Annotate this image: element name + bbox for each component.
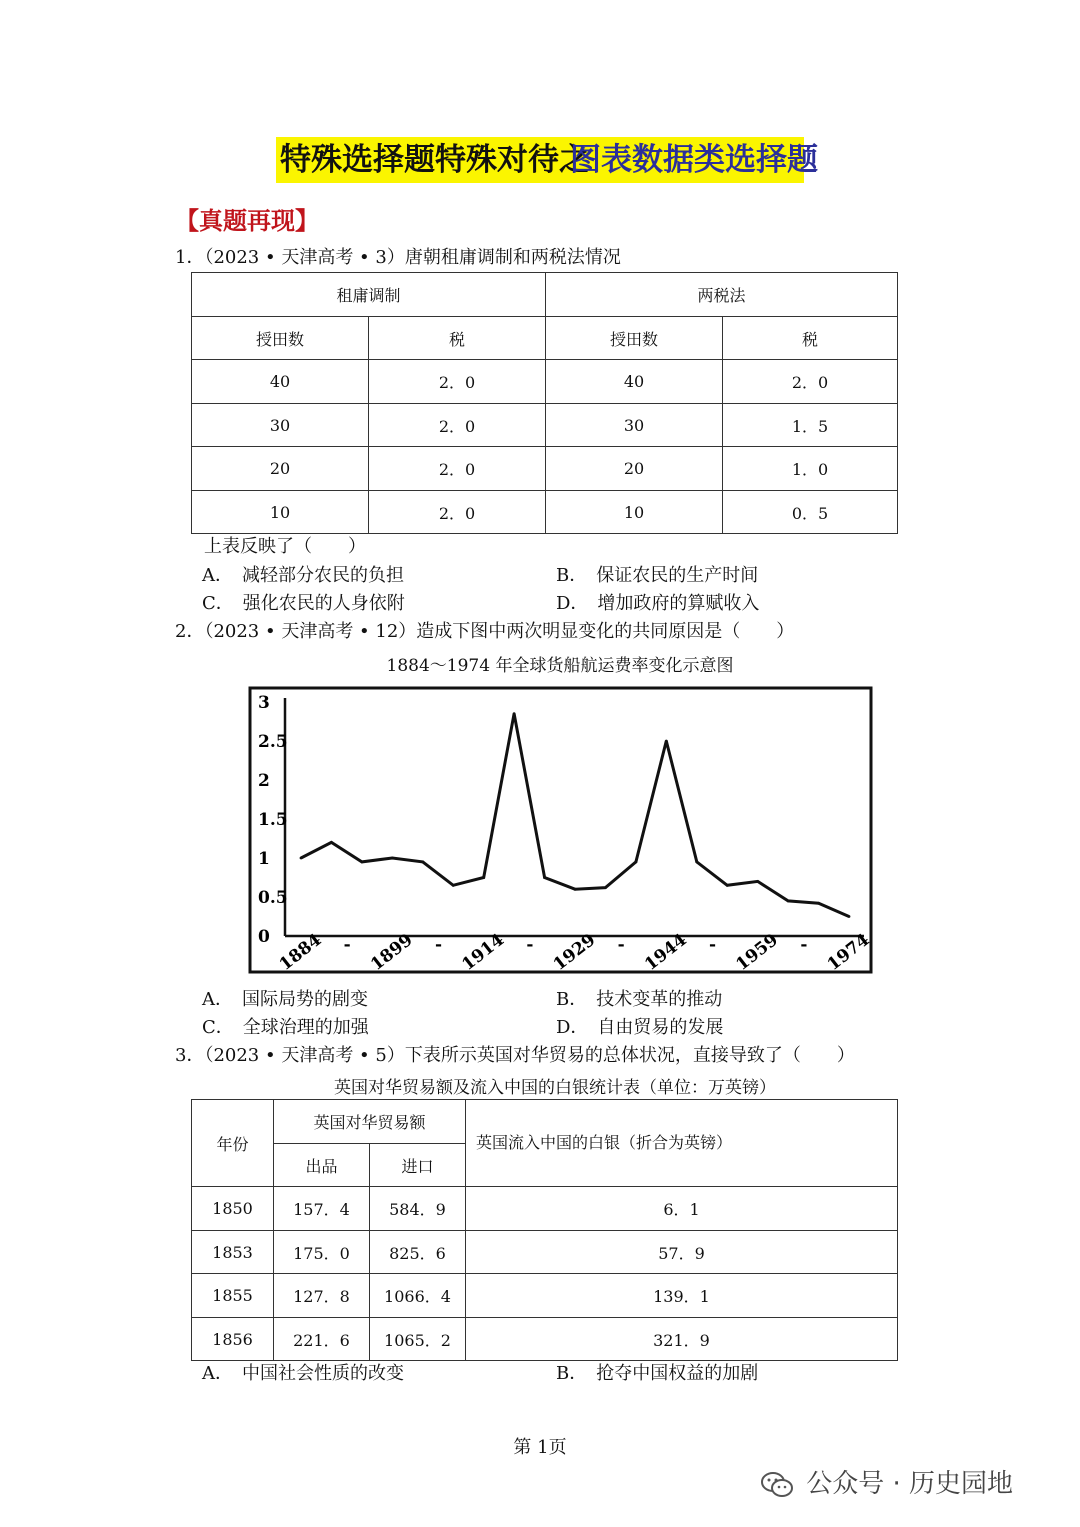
data-point: [848, 915, 851, 918]
x-tick-label: 1929: [549, 930, 600, 975]
table-cell: 1850: [192, 1187, 274, 1231]
chart-frame: [250, 688, 871, 972]
q2-option-c[interactable]: C． 全球治理的加强: [202, 1017, 369, 1038]
table-row: [192, 404, 898, 447]
data-point: [726, 884, 729, 887]
q3-table: [191, 1099, 898, 1361]
y-tick-label: 0.5: [258, 888, 288, 908]
section-heading: 【真题再现】: [175, 206, 319, 235]
page-title: [276, 137, 818, 183]
q2-option-a[interactable]: A． 国际局势的剧变: [202, 989, 368, 1010]
data-point: [330, 841, 333, 844]
data-point: [300, 857, 303, 860]
x-tick-dash: -: [435, 935, 443, 955]
x-tick-dash: -: [617, 935, 625, 955]
x-tick-label: 1899: [367, 930, 417, 975]
q3-table-title: 英国对华贸易额及流入中国的白银统计表（单位：万英镑）: [334, 1078, 776, 1098]
table-cell: 10: [192, 491, 369, 534]
q3-stem: 3．（2023 • 天津高考 • 5）下表所示英国对华贸易的总体状况，直接导致了（ ）: [175, 1045, 855, 1066]
table-cell: 6．1: [466, 1187, 898, 1231]
table-cell: 2．0: [369, 491, 546, 534]
q3-header-trade: 英国对华贸易额: [274, 1100, 466, 1144]
q3-header-import: 进口: [370, 1144, 466, 1187]
table-cell: 40: [192, 360, 369, 404]
table-cell: 139．1: [466, 1274, 898, 1318]
q1-prompt: 上表反映了（ ）: [204, 536, 366, 557]
table-cell: 127．8: [274, 1274, 370, 1318]
title-part2: 图表数据类选择题: [570, 142, 818, 178]
q1-sub-header: 税: [369, 317, 546, 360]
table-cell: 30: [192, 404, 369, 447]
q3-header-export: 出品: [274, 1144, 370, 1187]
table-row: [192, 360, 898, 404]
y-tick-label: 2: [258, 771, 270, 791]
data-point: [756, 880, 759, 883]
y-tick-label: 2.5: [258, 732, 288, 752]
data-point: [665, 740, 668, 743]
q1-group-header: 租庸调制: [192, 273, 546, 317]
table-cell: 30: [546, 404, 723, 447]
q3-header-silver: 英国流入中国的白银（折合为英镑）: [466, 1100, 898, 1187]
q2-option-d[interactable]: D． 自由贸易的发展: [556, 1017, 724, 1038]
y-tick-label: 3: [258, 693, 270, 713]
table-cell: 2．0: [369, 404, 546, 447]
y-tick-label: 1.5: [258, 810, 288, 830]
table-cell: 0．5: [723, 491, 898, 534]
data-point: [787, 900, 790, 903]
page-number: 第 1页: [513, 1437, 567, 1458]
table-row: [192, 447, 898, 491]
x-tick-dash: -: [800, 935, 808, 955]
table-cell: 1066．4: [370, 1274, 466, 1318]
table-cell: 1．0: [723, 447, 898, 491]
table-cell: 321．9: [466, 1318, 898, 1361]
table-cell: 40: [546, 360, 723, 404]
table-cell: 584．9: [370, 1187, 466, 1231]
x-tick-label: 1974: [823, 930, 874, 975]
data-point: [452, 884, 455, 887]
x-tick-dash: -: [709, 935, 717, 955]
data-point: [817, 902, 820, 905]
table-cell: 1065．2: [370, 1318, 466, 1361]
y-tick-label: 1: [258, 849, 270, 869]
data-point: [574, 888, 577, 891]
wechat-icon: [760, 1471, 794, 1499]
q1-sub-header: 税: [723, 317, 898, 360]
table-cell: 221．6: [274, 1318, 370, 1361]
q3-option-b[interactable]: B． 抢夺中国权益的加剧: [556, 1363, 759, 1384]
data-point: [513, 712, 516, 715]
q3-header-year: 年份: [192, 1100, 274, 1187]
table-row: [192, 1187, 898, 1231]
q1-group-header: 两税法: [546, 273, 898, 317]
data-point: [391, 857, 394, 860]
table-cell: 10: [546, 491, 723, 534]
table-cell: 825．6: [370, 1231, 466, 1274]
table-cell: 2．0: [369, 360, 546, 404]
data-point: [543, 876, 546, 879]
q1-option-b[interactable]: B． 保证农民的生产时间: [556, 565, 759, 586]
data-point: [421, 861, 424, 864]
table-cell: 20: [192, 447, 369, 491]
q2-option-b[interactable]: B． 技术变革的推动: [556, 989, 723, 1010]
data-point: [634, 861, 637, 864]
data-point: [604, 886, 607, 889]
table-row: [192, 1318, 898, 1361]
x-tick-dash: -: [343, 935, 351, 955]
y-tick-label: 0: [258, 927, 270, 947]
table-cell: 1．5: [723, 404, 898, 447]
x-tick-label: 1884: [275, 930, 326, 975]
table-cell: 57．9: [466, 1231, 898, 1274]
q2-stem: 2．（2023 • 天津高考 • 12）造成下图中两次明显变化的共同原因是（ ）: [175, 621, 795, 642]
watermark: [760, 1463, 1013, 1500]
x-tick-label: 1959: [732, 930, 783, 975]
q1-sub-header: 授田数: [192, 317, 369, 360]
table-row: [192, 1231, 898, 1274]
table-cell: 175．0: [274, 1231, 370, 1274]
q1-stem: 1．（2023 • 天津高考 • 3）唐朝租庸调制和两税法情况: [175, 247, 621, 268]
table-cell: 20: [546, 447, 723, 491]
chart-title: 1884～1974 年全球货船航运费率变化示意图: [386, 656, 734, 676]
x-tick-label: 1914: [458, 930, 509, 975]
q1-sub-header: 授田数: [546, 317, 723, 360]
table-cell: 1853: [192, 1231, 274, 1274]
table-cell: 2．0: [723, 360, 898, 404]
q1-table: [191, 272, 898, 534]
title-part1: 特殊选择题特殊对待之: [280, 142, 590, 178]
x-tick-label: 1944: [641, 930, 691, 975]
line-chart: [246, 684, 876, 976]
table-cell: 1856: [192, 1318, 274, 1361]
data-point: [695, 861, 698, 864]
table-cell: 1855: [192, 1274, 274, 1318]
watermark-text: 公众号 · 历史园地: [806, 1469, 1014, 1499]
table-row: [192, 1274, 898, 1318]
table-cell: 157．4: [274, 1187, 370, 1231]
table-cell: 2．0: [369, 447, 546, 491]
q1-option-c[interactable]: C． 强化农民的人身依附: [202, 593, 405, 614]
q1-option-d[interactable]: D． 增加政府的算赋收入: [556, 593, 760, 614]
table-row: [192, 491, 898, 534]
q1-option-a[interactable]: A． 减轻部分农民的负担: [202, 565, 404, 586]
q3-option-a[interactable]: A． 中国社会性质的改变: [202, 1363, 404, 1384]
x-tick-dash: -: [526, 935, 534, 955]
data-point: [360, 861, 363, 864]
data-point: [482, 876, 485, 879]
